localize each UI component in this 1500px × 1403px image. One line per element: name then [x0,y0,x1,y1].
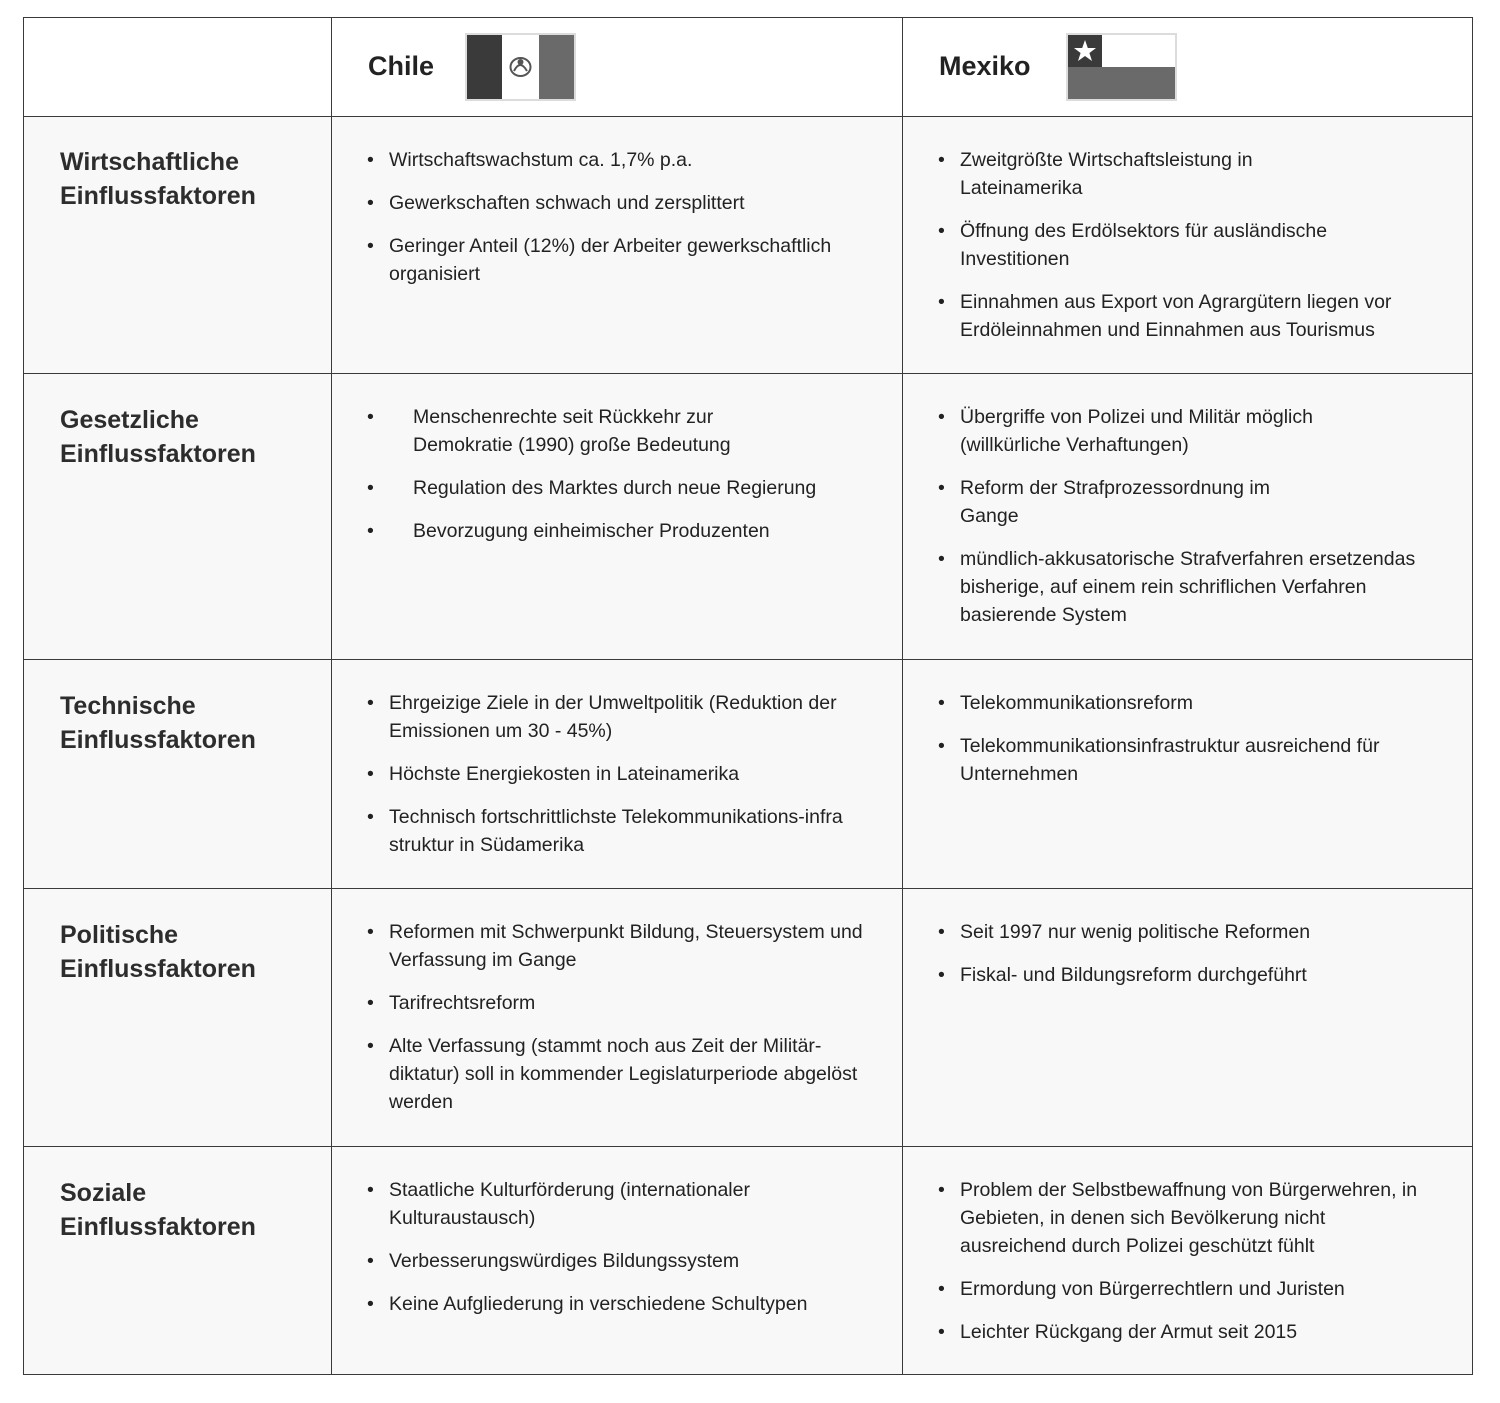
list-item: • mündlich-akkusatorische Strafverfahren ersetzendas bisherige, auf einem rein schriflichen Verfahren basierende System [938,548,1416,626]
row-divider [24,659,1472,660]
row-label-line: Technische [60,692,196,720]
column-divider [902,18,903,1374]
row-label-line: Einflussfaktoren [60,726,256,754]
mexiko-list [938,1176,1440,1361]
list-item: • Gewerkschaften schwach und zersplittert [367,192,745,214]
row-label-line: Soziale [60,1179,147,1207]
list-item: • Tarifrechtsreform [367,992,536,1014]
row-label-soziale [60,1176,340,1244]
row-divider [24,373,1472,374]
list-item: • Problem der Selbstbewaffnung von Bürgerwehren, in Gebieten, in denen sich Bevölkerung nicht ausreichend durch Polizei geschützt fühlt [938,1179,1418,1257]
list-item: • Ehrgeizige Ziele in der Umweltpolitik (Reduktion der Emissionen um 30 - 45%) [367,692,837,742]
row-label-line: Wirtschaftliche [60,148,239,176]
list-item: • Menschenrechte seit Rückkehr zur Demokratie (1990) große Bedeutung [367,406,731,456]
list-item: • Übergriffe von Polizei und Militär möglich (willkürliche Verhaftungen) [938,406,1313,456]
list-item: • Reformen mit Schwerpunkt Bildung, Steuersystem und Verfassung im Gange [367,921,863,971]
list-item: • Geringer Anteil (12%) der Arbeiter gewerkschaftlich organisiert [367,235,832,285]
row-divider [24,1146,1472,1147]
list-item: • Technisch fortschrittlichste Telekommunikations-infrastruktur in Südamerika [367,806,843,856]
list-item: • Alte Verfassung (stammt noch aus Zeit der Militär-diktatur) soll in kommender Legislaturperiode abgelöst werden [367,1035,858,1113]
column-header-chile: Chile [368,51,435,81]
list-item: • Verbesserungswürdiges Bildungssystem [367,1250,740,1272]
mexiko-list [938,403,1440,644]
chile-list [367,689,859,874]
row-label-line: Einflussfaktoren [60,1213,256,1241]
list-item: • Telekommunikationsinfrastruktur ausreichend für Unternehmen [938,735,1380,785]
row-label-line: Gesetzliche [60,406,199,434]
mexico-flag-icon [465,33,576,101]
list-item: • Zweitgrößte Wirtschaftsleistung in Lateinamerika [938,149,1253,199]
list-item: • Keine Aufgliederung in verschiedene Schultypen [367,1293,808,1315]
row-label-wirtschaftliche [60,145,340,213]
list-item: • Leichter Rückgang der Armut seit 2015 [938,1321,1298,1343]
list-item: • Reform der Strafprozessordnung im Gange [938,477,1270,527]
row-label-line: Politische [60,921,179,949]
row-label-politische [60,918,340,986]
list-item: • Bevorzugung einheimischer Produzenten [367,520,770,542]
row-divider [24,116,1472,117]
chile-list [367,918,869,1131]
mexiko-list [938,146,1440,359]
row-divider [24,888,1472,889]
list-item: • Einnahmen aus Export von Agrargütern liegen vor Erdöleinnahmen und Einnahmen aus Tourismus [938,291,1392,341]
row-label-technische [60,689,340,757]
chile-list [367,403,879,560]
list-item: • Regulation des Marktes durch neue Regierung [367,477,817,499]
list-item: • Fiskal- und Bildungsreform durchgeführt [938,964,1307,986]
list-item: • Staatliche Kulturförderung (internationaler Kulturaustausch) [367,1179,750,1229]
list-item: • Höchste Energiekosten in Lateinamerika [367,763,740,785]
column-header-mexiko: Mexiko [939,51,1031,81]
list-item: • Ermordung von Bürgerrechtlern und Juristen [938,1278,1345,1300]
row-label-line: Einflussfaktoren [60,182,256,210]
chile-list [367,1176,869,1333]
list-item: • Wirtschaftswachstum ca. 1,7% p.a. [367,149,693,171]
list-item: • Telekommunikationsreform [938,692,1194,714]
chile-list [367,146,879,303]
list-item: • Öffnung des Erdölsektors für ausländische Investitionen [938,220,1328,270]
row-label-gesetzliche [60,403,340,471]
chile-flag-icon [1066,33,1177,101]
row-label-line: Einflussfaktoren [60,955,256,983]
mexiko-list [938,918,1440,1004]
row-label-line: Einflussfaktoren [60,440,256,468]
list-item: • Seit 1997 nur wenig politische Reformen [938,921,1311,943]
mexiko-list [938,689,1440,803]
